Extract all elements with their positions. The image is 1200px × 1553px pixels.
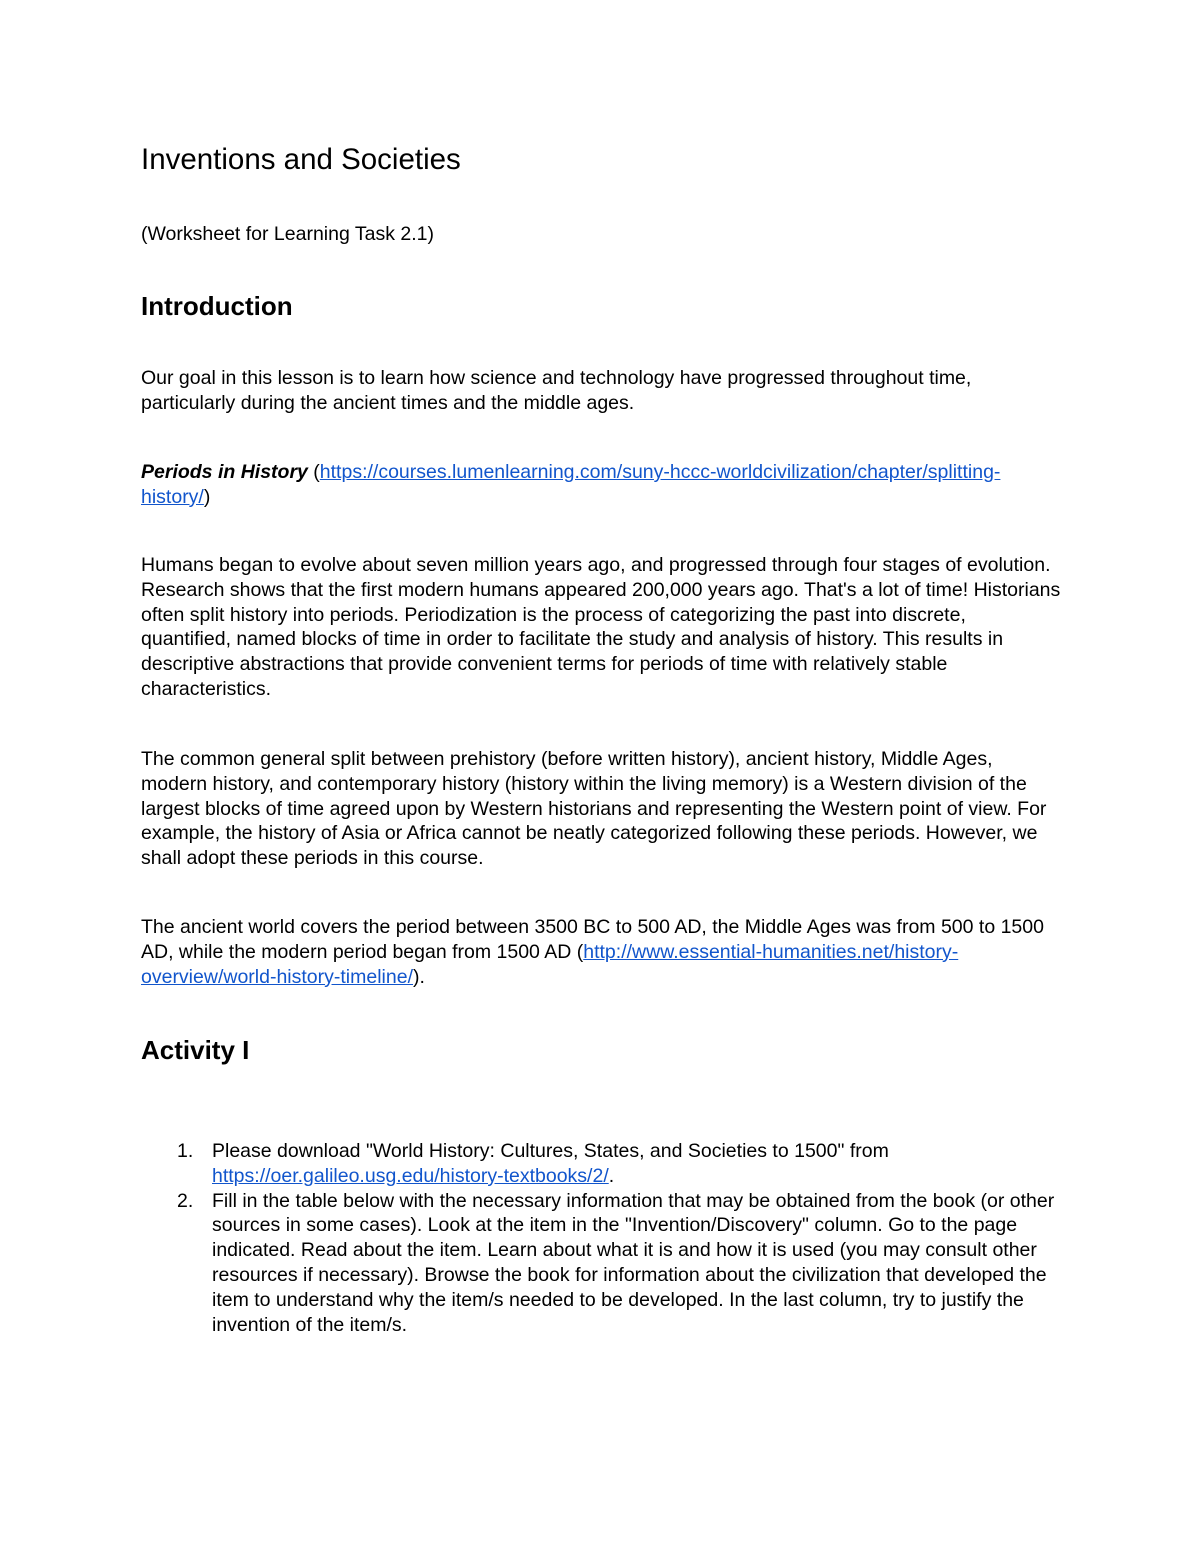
textbook-link[interactable]: https://oer.galileo.usg.edu/history-textbooks/2/	[212, 1164, 609, 1187]
list-number: 1.	[177, 1140, 194, 1162]
periods-link[interactable]: https://courses.lumenlearning.com/suny-hccc-worldcivilization/chapter/splitting-history/	[141, 461, 1001, 508]
periods-link-open: (	[307, 461, 320, 483]
ancient-world-paragraph	[141, 915, 1061, 989]
timeline-link[interactable]: http://www.essential-humanities.net/history-overview/world-history-timeline/	[141, 940, 959, 988]
humans-paragraph: Humans began to evolve about seven million years ago, and progressed through four stages of evolution. Research shows that the first modern humans appeared 200,000 years ago. That's a lot of time! Historians often split history into periods. Periodization is the process of categorizing the past into discrete, quantified, named blocks of time in order to facilitate the study and analysis of history. This results in descriptive abstractions that provide convenient terms for periods of time with relatively stable characteristics.	[141, 554, 1061, 700]
document-title: Inventions and Societies	[141, 143, 461, 176]
ancient-world-close: ).	[413, 965, 425, 988]
list-item	[141, 1139, 1061, 1189]
periods-link-close: )	[203, 485, 211, 508]
activity-heading: Activity I	[141, 1035, 250, 1065]
list-item-text: Please download "World History: Cultures, States, and Societies to 1500" from	[212, 1140, 889, 1162]
common-split-paragraph: The common general split between prehistory (before written history), ancient history, Middle Ages, modern history, and contemporary history (history within the living memory) is a Western division of the largest blocks of time agreed upon by Western historians and representing the Western point of view. For example, the history of Asia or Africa cannot be neatly categorized following these periods. However, we shall adopt these periods in this course.	[141, 748, 1047, 870]
document-subtitle: (Worksheet for Learning Task 2.1)	[141, 223, 435, 245]
periods-paragraph	[141, 460, 1061, 510]
ancient-world-text: The ancient world covers the period between 3500 BC to 500 AD, the Middle Ages was from 500 to 1500 AD, while the modern period began from 1500 AD (	[141, 916, 1044, 963]
list-item-after: .	[608, 1164, 615, 1187]
activity-list	[141, 1139, 1061, 1337]
periods-title: Periods in History	[141, 461, 308, 483]
list-item	[141, 1189, 1061, 1338]
goal-paragraph: Our goal in this lesson is to learn how science and technology have progressed throughout time, particularly during the ancient times and the middle ages.	[141, 367, 972, 414]
list-item-text: Fill in the table below with the necessary information that may be obtained from the book (or other sources in some cases). Look at the item in the "Invention/Discovery" column. Go to the page indicated. Read about the item. Learn about what it is and how it is used (you may consult other resources if necessary). Browse the book for information about the civilization that developed the item to understand why the item/s needed to be developed. In the last column, try to justify the invention of the item/s.	[212, 1189, 1055, 1336]
introduction-heading: Introduction	[141, 291, 293, 321]
list-number: 2.	[177, 1189, 194, 1212]
